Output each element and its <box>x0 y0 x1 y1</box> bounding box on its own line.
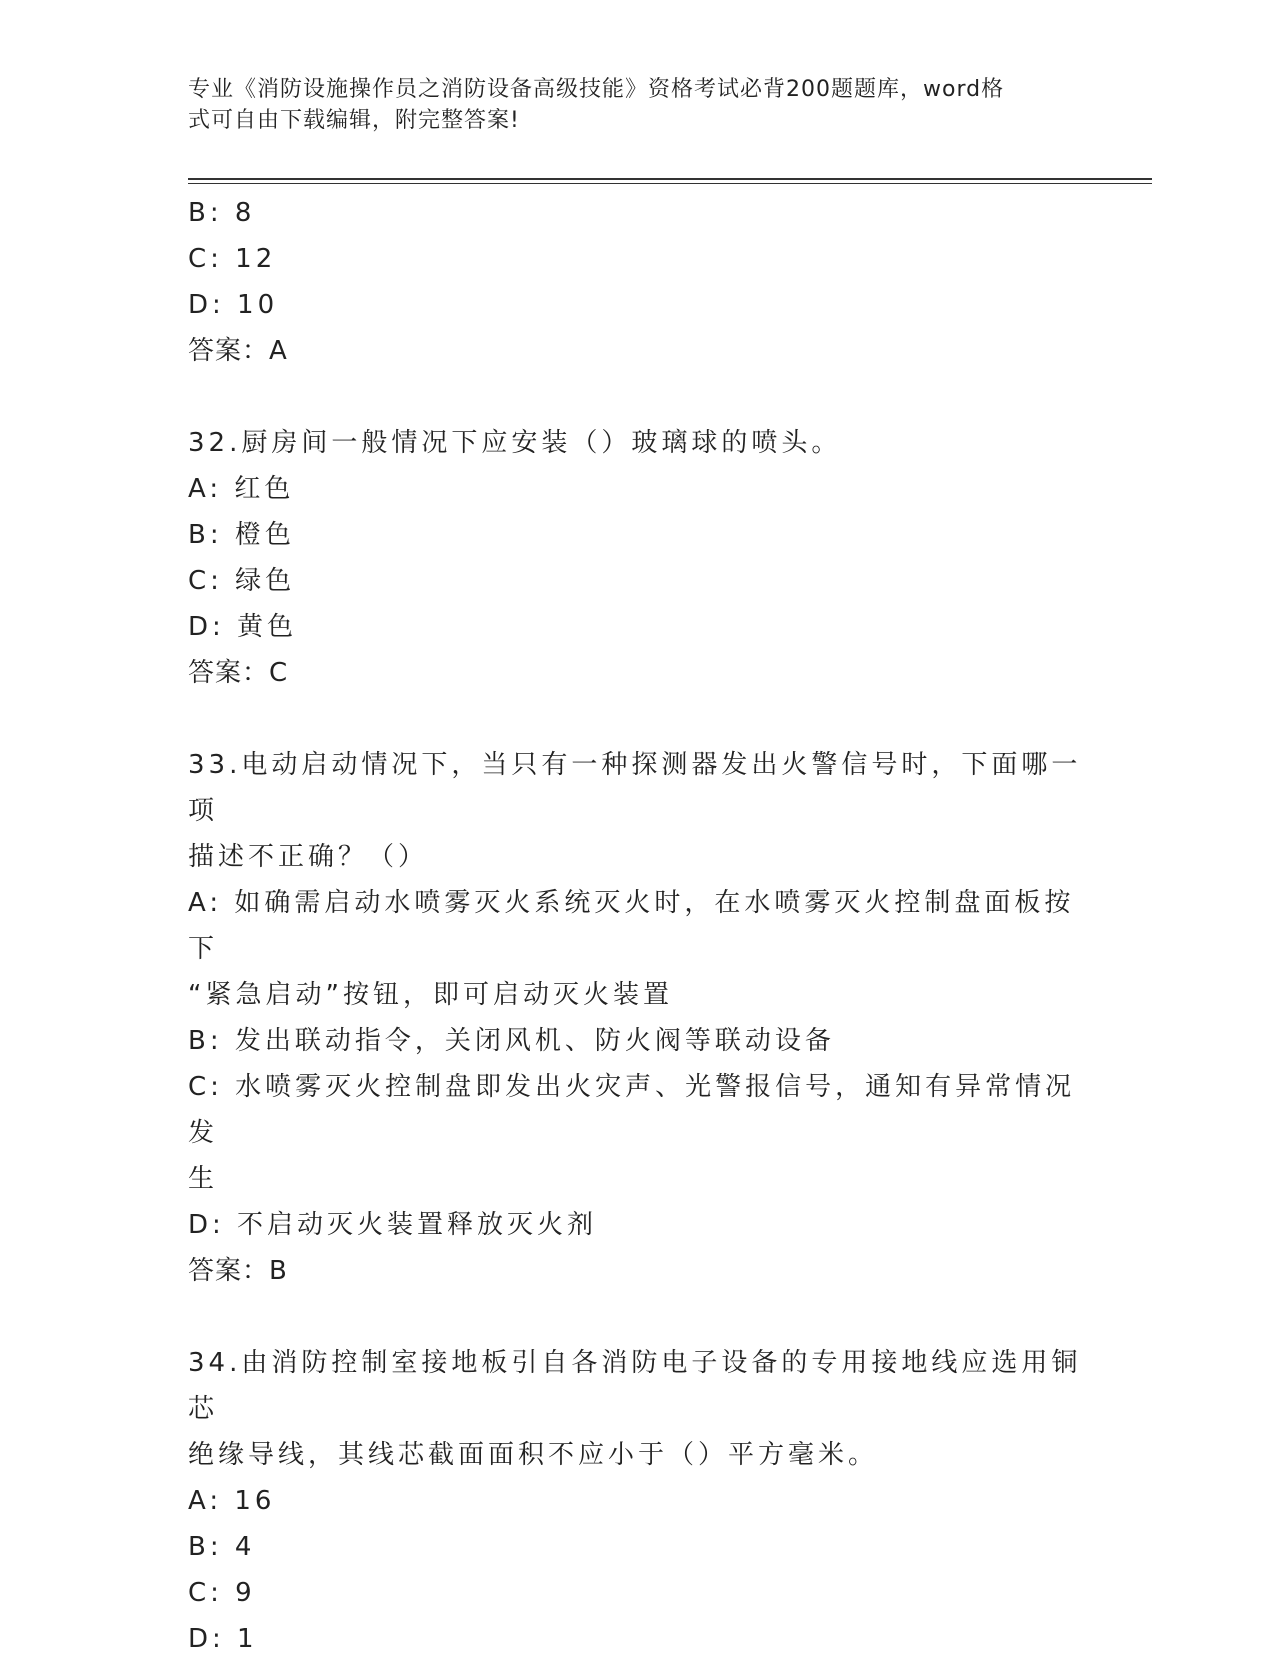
spacer <box>188 696 1088 742</box>
q31-option-c: C: 12 <box>188 244 277 274</box>
q31-option-b: B: 8 <box>188 198 256 228</box>
q33-option-b: B: 发出联动指令，关闭风机、防火阀等联动设备 <box>188 1026 835 1056</box>
q33-option-a-line-2: “紧急启动”按钮，即可启动灭火装置 <box>188 980 673 1010</box>
q34-option-c: C: 9 <box>188 1578 256 1608</box>
q32-option-a: A: 红色 <box>188 474 295 504</box>
header-line-2: 式可自由下载编辑，附完整答案! <box>188 108 520 133</box>
q34-option-a: A: 16 <box>188 1486 276 1516</box>
q31-option-d: D: 10 <box>188 290 279 320</box>
q33-option-c-line-1: C: 水喷雾灭火控制盘即发出火灾声、光警报信号，通知有异常情况发 <box>188 1072 1076 1148</box>
header-line-1: 专业《消防设施操作员之消防设备高级技能》资格考试必背200题题库，word格 <box>188 77 1005 102</box>
spacer <box>188 1294 1088 1340</box>
document-header <box>188 74 1068 136</box>
q34-option-d: D: 1 <box>188 1624 258 1654</box>
q34-stem-line-1: 34.由消防控制室接地板引自各消防电子设备的专用接地线应选用铜芯 <box>188 1348 1082 1424</box>
q33-stem-line-1: 33.电动启动情况下，当只有一种探测器发出火警信号时，下面哪一项 <box>188 750 1082 826</box>
q32-answer: 答案：C <box>188 658 289 688</box>
q31-answer: 答案：A <box>188 336 288 366</box>
q33-option-d: D: 不启动灭火装置释放灭火剂 <box>188 1210 598 1240</box>
q32-option-b: B: 橙色 <box>188 520 295 550</box>
q32-option-d: D: 黄色 <box>188 612 298 642</box>
q32-stem: 32.厨房间一般情况下应安装（）玻璃球的喷头。 <box>188 428 842 458</box>
question-content <box>188 190 1088 1662</box>
spacer <box>188 374 1088 420</box>
q33-option-c-line-2: 生 <box>188 1164 219 1194</box>
q32-option-c: C: 绿色 <box>188 566 296 596</box>
q34-option-b: B: 4 <box>188 1532 256 1562</box>
header-divider-thin <box>188 183 1152 184</box>
q33-option-a-line-1: A: 如确需启动水喷雾灭火系统灭火时，在水喷雾灭火控制盘面板按下 <box>188 888 1075 964</box>
header-divider-thick <box>188 178 1152 180</box>
q33-answer: 答案：B <box>188 1256 288 1286</box>
q34-stem-line-2: 绝缘导线，其线芯截面面积不应小于（）平方毫米。 <box>188 1440 879 1470</box>
q33-stem-line-2: 描述不正确？（） <box>188 842 429 872</box>
